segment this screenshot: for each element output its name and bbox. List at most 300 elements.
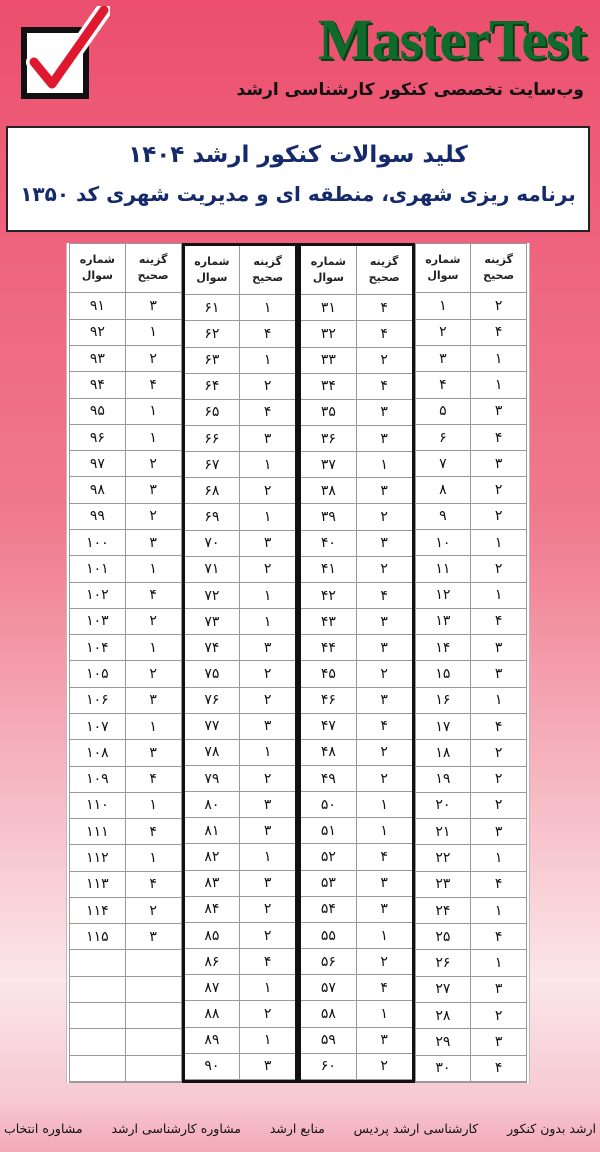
correct-answer-cell: ۴ <box>494 876 503 893</box>
question-number-cell: ۹۷ <box>70 451 126 476</box>
table-row <box>416 293 527 319</box>
table-row <box>416 504 527 530</box>
question-number-cell: ۷۱ <box>185 557 241 582</box>
correct-answer-cell <box>126 950 181 975</box>
question-number-cell: ۵۸ <box>301 1001 357 1026</box>
question-number-header: شماره سوال <box>301 246 357 294</box>
correct-answer-cell: ۲ <box>149 902 157 919</box>
correct-answer-cell <box>126 1029 181 1054</box>
table-row <box>301 792 412 818</box>
table-row <box>70 1029 181 1055</box>
table-row <box>416 609 527 635</box>
table-row <box>70 1003 181 1029</box>
question-number-cell: ۱۰۸ <box>70 740 126 765</box>
question-number-cell: ۵۱ <box>301 818 357 843</box>
table-header <box>185 246 296 295</box>
correct-answer-cell: ۲ <box>380 352 388 369</box>
correct-answer-cell: ۳ <box>494 1033 503 1050</box>
question-number-cell: ۲۸ <box>416 1003 472 1028</box>
table-row <box>416 661 527 687</box>
table-row <box>70 477 181 503</box>
question-number-cell: ۸۵ <box>185 923 241 948</box>
question-number-cell: ۵۰ <box>301 792 357 817</box>
correct-answer-cell: ۳ <box>494 666 503 683</box>
question-number-cell <box>70 950 126 975</box>
correct-answer-cell: ۲ <box>263 901 272 918</box>
question-number-cell: ۱۸ <box>416 740 472 765</box>
table-row <box>301 844 412 870</box>
table-row <box>70 399 181 425</box>
correct-answer-cell: ۳ <box>263 1058 272 1075</box>
question-number-cell: ۳۸ <box>301 478 357 503</box>
table-row <box>185 426 296 452</box>
correct-answer-cell: ۴ <box>494 429 503 446</box>
brand-name[interactable]: MasterTest <box>317 7 586 72</box>
table-row <box>70 504 181 530</box>
correct-answer-cell: ۱ <box>149 718 157 735</box>
table-row <box>416 688 527 714</box>
title-box <box>6 126 590 232</box>
question-number-cell: ۱۱۰ <box>70 793 126 818</box>
correct-answer-cell: ۴ <box>494 613 503 630</box>
correct-answer-cell: ۴ <box>380 849 388 866</box>
table-header <box>416 244 527 293</box>
question-number-cell: ۱۰۴ <box>70 635 126 660</box>
question-number-cell: ۱۰۵ <box>70 661 126 686</box>
question-number-cell: ۵۵ <box>301 923 357 948</box>
table-row <box>416 845 527 871</box>
correct-answer-cell: ۳ <box>494 403 503 420</box>
question-number-cell: ۵۷ <box>301 975 357 1000</box>
question-number-cell: ۹ <box>416 504 472 529</box>
table-row <box>70 845 181 871</box>
question-number-cell: ۸۱ <box>185 818 241 843</box>
question-number-cell: ۵۲ <box>301 844 357 869</box>
correct-answer-cell: ۳ <box>263 796 272 813</box>
correct-answer-cell: ۲ <box>380 953 388 970</box>
question-number-cell: ۳۷ <box>301 452 357 477</box>
question-number-cell: ۳۲ <box>301 321 357 346</box>
correct-answer-cell: ۳ <box>380 875 388 892</box>
table-row <box>70 714 181 740</box>
correct-answer-cell: ۲ <box>263 927 272 944</box>
correct-answer-cell: ۲ <box>263 1006 272 1022</box>
correct-answer-cell: ۲ <box>149 455 157 472</box>
correct-answer-cell <box>126 1056 181 1081</box>
correct-answer-cell: ۲ <box>380 1058 388 1075</box>
table-row <box>301 426 412 452</box>
correct-answer-cell: ۴ <box>263 325 272 342</box>
correct-answer-cell: ۴ <box>380 587 388 604</box>
footer-link[interactable]: مشاوره کارشناسی ارشد <box>111 1120 241 1136</box>
correct-answer-cell: ۲ <box>380 770 388 787</box>
correct-answer-cell: ۴ <box>263 953 272 970</box>
correct-answer-header: گزینه صحیح <box>483 253 515 283</box>
question-number-cell: ۵۳ <box>301 871 357 896</box>
question-number-cell: ۸۰ <box>185 792 241 817</box>
correct-answer-cell: ۱ <box>263 587 272 604</box>
question-number-header: شماره سوال <box>185 246 241 294</box>
correct-answer-cell: ۳ <box>380 482 388 499</box>
table-row <box>185 949 296 975</box>
question-number-cell: ۱۹ <box>416 767 472 792</box>
table-row <box>185 844 296 870</box>
question-number-cell: ۶۱ <box>185 295 241 320</box>
question-number-cell: ۹۳ <box>70 346 126 371</box>
correct-answer-cell: ۳ <box>380 430 388 447</box>
question-number-cell: ۷۳ <box>185 609 241 634</box>
table-row <box>185 923 296 949</box>
correct-answer-header: گزینه صحیح <box>137 253 169 283</box>
table-row <box>70 346 181 372</box>
table-row <box>416 740 527 766</box>
table-row <box>301 531 412 557</box>
answer-block <box>415 243 528 1083</box>
correct-answer-cell: ۱ <box>494 902 503 919</box>
table-row <box>185 714 296 740</box>
correct-answer-cell: ۴ <box>380 325 388 342</box>
table-row <box>301 818 412 844</box>
table-row <box>301 1054 412 1080</box>
page-subtitle: برنامه ریزی شهری، منطقه ای و مدیریت شهری کد ۱۳۵۰ <box>20 182 576 206</box>
table-row <box>70 740 181 766</box>
correct-answer-cell: ۱ <box>263 613 272 630</box>
correct-answer-cell: ۱ <box>263 744 272 761</box>
correct-answer-cell: ۱ <box>380 822 388 839</box>
correct-answer-cell: ۴ <box>380 979 388 996</box>
correct-answer-cell: ۲ <box>494 1007 503 1024</box>
table-row <box>301 897 412 923</box>
table-header <box>301 246 412 295</box>
correct-answer-cell: ۲ <box>494 508 503 525</box>
correct-answer-cell: ۱ <box>494 534 503 551</box>
question-number-cell: ۴۶ <box>301 688 357 713</box>
question-number-cell: ۸۶ <box>185 949 241 974</box>
table-row <box>185 478 296 504</box>
correct-answer-cell: ۴ <box>380 718 388 735</box>
correct-answer-cell: ۲ <box>149 613 157 630</box>
table-row <box>301 635 412 661</box>
table-row <box>301 661 412 687</box>
question-number-header: شماره سوال <box>70 244 126 292</box>
footer-link[interactable]: ارشد بدون کنکور <box>507 1120 596 1136</box>
question-number-cell: ۳۴ <box>301 374 357 399</box>
question-number-cell: ۱۱۵ <box>70 924 126 949</box>
correct-answer-cell: ۱ <box>380 1006 388 1022</box>
correct-answer-cell: ۴ <box>149 823 157 840</box>
correct-answer-cell: ۱ <box>380 796 388 813</box>
table-row <box>416 1056 527 1082</box>
correct-answer-cell: ۳ <box>380 404 388 421</box>
question-number-cell: ۲۷ <box>416 977 472 1002</box>
question-number-cell: ۵۴ <box>301 897 357 922</box>
correct-answer-cell: ۴ <box>380 378 388 395</box>
table-row <box>185 321 296 347</box>
correct-answer-cell: ۲ <box>494 744 503 761</box>
question-number-cell: ۶۴ <box>185 374 241 399</box>
correct-answer-cell: ۳ <box>149 928 157 945</box>
question-number-cell: ۱۱۴ <box>70 898 126 923</box>
table-row <box>416 819 527 845</box>
table-row <box>70 583 181 609</box>
table-row <box>185 975 296 1001</box>
answer-block <box>298 243 415 1083</box>
correct-answer-cell: ۳ <box>380 692 388 709</box>
correct-answer-cell: ۲ <box>494 298 503 315</box>
correct-answer-cell: ۳ <box>149 482 157 499</box>
question-number-cell: ۲۵ <box>416 924 472 949</box>
correct-answer-cell: ۱ <box>494 955 503 972</box>
footer-link[interactable]: کارشناسی ارشد پردیس <box>353 1120 479 1136</box>
table-row <box>301 609 412 635</box>
question-number-cell: ۹۲ <box>70 320 126 345</box>
table-row <box>70 898 181 924</box>
question-number-cell: ۳۱ <box>301 295 357 320</box>
table-row <box>70 661 181 687</box>
question-number-cell: ۶ <box>416 425 472 450</box>
correct-answer-cell: ۱ <box>494 350 503 367</box>
correct-answer-cell: ۳ <box>494 823 503 840</box>
table-row <box>185 557 296 583</box>
table-row <box>185 1028 296 1054</box>
correct-answer-cell: ۲ <box>494 560 503 577</box>
table-row <box>185 531 296 557</box>
correct-answer-cell: ۱ <box>263 299 272 316</box>
question-number-cell: ۸۸ <box>185 1001 241 1026</box>
table-row <box>301 766 412 792</box>
question-number-cell: ۴۳ <box>301 609 357 634</box>
question-number-cell: ۴۴ <box>301 635 357 660</box>
table-row <box>185 661 296 687</box>
table-row <box>70 950 181 976</box>
table-row <box>301 688 412 714</box>
table-row <box>416 346 527 372</box>
question-number-cell: ۷۸ <box>185 740 241 765</box>
table-row <box>185 635 296 661</box>
correct-answer-cell: ۳ <box>149 534 157 551</box>
question-number-cell: ۸۴ <box>185 897 241 922</box>
question-number-cell: ۱۲ <box>416 583 472 608</box>
question-number-cell: ۲۰ <box>416 793 472 818</box>
question-number-cell: ۶۸ <box>185 478 241 503</box>
question-number-cell: ۴۷ <box>301 714 357 739</box>
table-row <box>416 425 527 451</box>
question-number-cell: ۷ <box>416 451 472 476</box>
table-row <box>70 793 181 819</box>
question-number-cell <box>70 1056 126 1081</box>
table-row <box>301 504 412 530</box>
table-row <box>301 975 412 1001</box>
table-row <box>416 320 527 346</box>
question-number-cell <box>70 1029 126 1054</box>
table-row <box>416 372 527 398</box>
question-number-header: شماره سوال <box>416 244 472 292</box>
correct-answer-cell: ۳ <box>263 430 272 447</box>
correct-answer-cell: ۳ <box>494 455 503 472</box>
table-row <box>416 977 527 1003</box>
correct-answer-cell: ۴ <box>149 771 157 788</box>
footer-link[interactable]: منابع ارشد <box>269 1120 325 1136</box>
mastertest-logo-icon[interactable] <box>18 6 110 106</box>
question-number-cell: ۲۲ <box>416 845 472 870</box>
question-number-cell: ۱۰۲ <box>70 583 126 608</box>
table-row <box>185 897 296 923</box>
table-row <box>185 1001 296 1027</box>
table-row <box>301 740 412 766</box>
correct-answer-cell: ۱ <box>263 1032 272 1049</box>
correct-answer-cell: ۲ <box>380 744 388 761</box>
table-row <box>301 321 412 347</box>
question-number-cell: ۲۳ <box>416 872 472 897</box>
table-row <box>416 477 527 503</box>
table-row <box>416 399 527 425</box>
question-number-cell: ۹۵ <box>70 399 126 424</box>
correct-answer-cell: ۴ <box>494 718 503 735</box>
correct-answer-cell: ۳ <box>263 822 272 839</box>
table-row <box>70 977 181 1003</box>
question-number-cell: ۶۶ <box>185 426 241 451</box>
table-row <box>185 583 296 609</box>
correct-answer-cell: ۱ <box>494 850 503 866</box>
correct-answer-header: گزینه صحیح <box>368 255 400 285</box>
table-row <box>185 818 296 844</box>
correct-answer-cell: ۱ <box>149 324 157 341</box>
question-number-cell: ۷۶ <box>185 688 241 713</box>
table-row <box>301 452 412 478</box>
question-number-cell: ۹۰ <box>185 1054 241 1079</box>
question-number-cell: ۴۵ <box>301 661 357 686</box>
question-number-cell: ۶۵ <box>185 400 241 425</box>
question-number-cell: ۸۲ <box>185 844 241 869</box>
question-number-cell: ۳۰ <box>416 1056 472 1081</box>
correct-answer-cell: ۴ <box>380 299 388 316</box>
table-row <box>301 348 412 374</box>
question-number-cell: ۲ <box>416 320 472 345</box>
question-number-cell: ۸۹ <box>185 1028 241 1053</box>
table-row <box>416 950 527 976</box>
question-number-cell: ۶۰ <box>301 1054 357 1079</box>
table-row <box>185 766 296 792</box>
question-number-cell: ۳۹ <box>301 504 357 529</box>
table-row <box>70 293 181 319</box>
question-number-cell: ۱۰۱ <box>70 556 126 581</box>
table-row <box>70 872 181 898</box>
correct-answer-cell: ۲ <box>494 797 503 814</box>
correct-answer-cell: ۴ <box>263 404 272 421</box>
correct-answer-cell: ۲ <box>263 482 272 499</box>
correct-answer-cell: ۳ <box>380 901 388 918</box>
correct-answer-cell: ۲ <box>263 770 272 787</box>
correct-answer-cell: ۴ <box>149 876 157 893</box>
table-row <box>416 451 527 477</box>
correct-answer-cell: ۴ <box>149 587 157 604</box>
answer-block <box>69 243 182 1083</box>
question-number-cell: ۸ <box>416 477 472 502</box>
table-row <box>70 556 181 582</box>
question-number-cell: ۲۴ <box>416 898 472 923</box>
correct-answer-cell: ۲ <box>149 508 157 525</box>
correct-answer-cell: ۴ <box>494 1060 503 1077</box>
question-number-cell: ۱۰۰ <box>70 530 126 555</box>
table-row <box>70 372 181 398</box>
question-number-cell: ۱۱ <box>416 556 472 581</box>
correct-answer-cell: ۲ <box>380 561 388 578</box>
correct-answer-cell: ۱ <box>149 403 157 420</box>
table-row <box>70 530 181 556</box>
question-number-cell: ۳۵ <box>301 400 357 425</box>
table-row <box>70 609 181 635</box>
question-number-cell: ۶۹ <box>185 504 241 529</box>
table-row <box>301 923 412 949</box>
correct-answer-cell: ۳ <box>149 298 157 315</box>
table-row <box>416 924 527 950</box>
correct-answer-cell: ۴ <box>149 376 157 393</box>
question-number-cell: ۵۶ <box>301 949 357 974</box>
table-row <box>416 583 527 609</box>
correct-answer-cell: ۳ <box>494 981 503 998</box>
question-number-cell: ۱۴ <box>416 635 472 660</box>
table-row <box>416 793 527 819</box>
table-row <box>416 530 527 556</box>
table-row <box>416 898 527 924</box>
table-row <box>416 635 527 661</box>
correct-answer-cell: ۱ <box>149 429 157 446</box>
correct-answer-cell: ۲ <box>380 665 388 682</box>
question-number-cell: ۱ <box>416 293 472 318</box>
table-row <box>185 688 296 714</box>
correct-answer-cell: ۲ <box>149 350 157 367</box>
question-number-cell: ۱۳ <box>416 609 472 634</box>
correct-answer-cell: ۱ <box>149 797 157 814</box>
table-row <box>70 924 181 950</box>
correct-answer-cell: ۲ <box>380 509 388 526</box>
answer-block <box>182 243 299 1083</box>
table-row <box>301 583 412 609</box>
question-number-cell: ۹۸ <box>70 477 126 502</box>
table-row <box>70 635 181 661</box>
table-row <box>185 374 296 400</box>
question-number-cell: ۴۲ <box>301 583 357 608</box>
question-number-cell: ۸۷ <box>185 975 241 1000</box>
question-number-cell: ۳۳ <box>301 348 357 373</box>
table-row <box>185 871 296 897</box>
table-row <box>185 504 296 530</box>
correct-answer-cell: ۴ <box>494 324 503 341</box>
question-number-cell: ۲۱ <box>416 819 472 844</box>
correct-answer-cell: ۱ <box>494 692 503 709</box>
question-number-cell: ۱۰۳ <box>70 609 126 634</box>
table-row <box>416 1029 527 1055</box>
table-row <box>301 295 412 321</box>
answer-key-table <box>66 243 530 1083</box>
correct-answer-cell: ۱ <box>380 456 388 473</box>
table-row <box>70 425 181 451</box>
table-row <box>416 556 527 582</box>
question-number-cell: ۷۴ <box>185 635 241 660</box>
table-row <box>70 451 181 477</box>
question-number-cell: ۱۰۹ <box>70 767 126 792</box>
table-row <box>301 374 412 400</box>
question-number-cell: ۹۹ <box>70 504 126 529</box>
footer-link[interactable]: مشاوره انتخاب <box>4 1120 83 1136</box>
table-row <box>70 767 181 793</box>
site-tagline: وب‌سایت تخصصی کنکور کارشناسی ارشد <box>236 80 584 100</box>
table-row <box>70 1056 181 1082</box>
table-row <box>301 478 412 504</box>
correct-answer-cell: ۳ <box>380 535 388 552</box>
question-number-cell: ۴ <box>416 372 472 397</box>
table-row <box>185 348 296 374</box>
